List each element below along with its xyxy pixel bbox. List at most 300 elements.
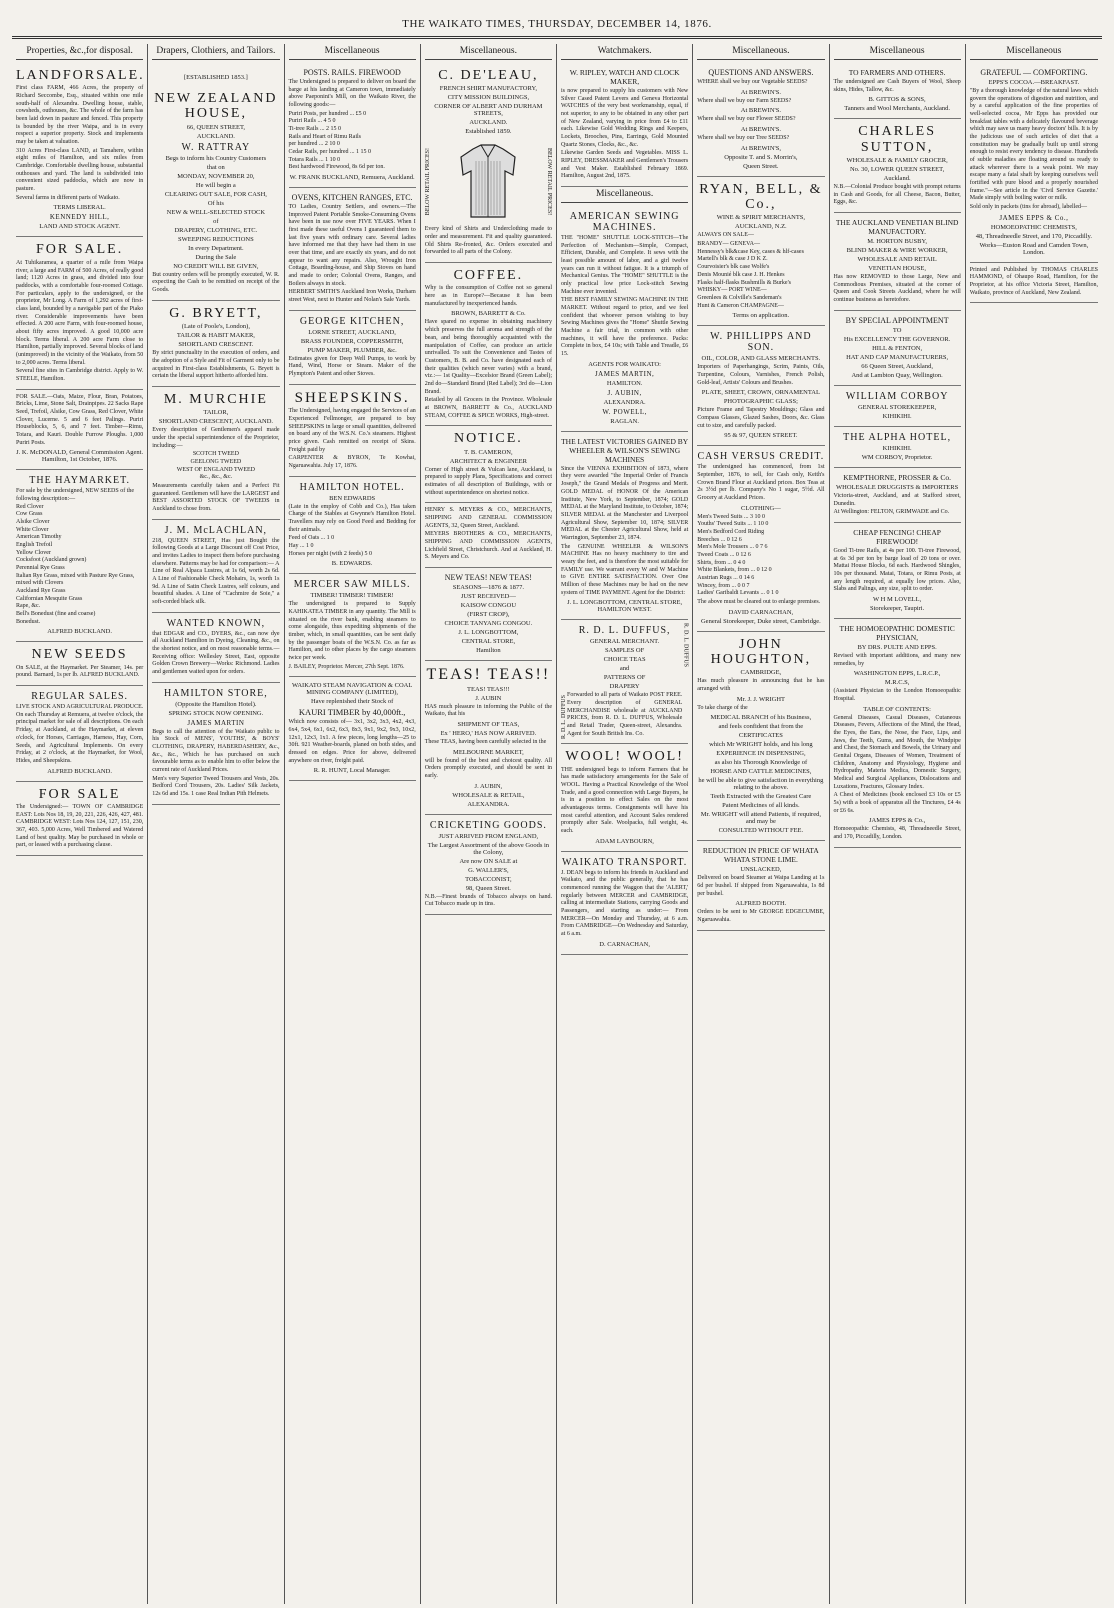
ad-text: Retailed by all Grocers in the Province. Wholesale at BROWN, BARRETT & Co., AUCKLAND STEAM, COFFEE & SPICE WORKS, High-street. [424, 397, 552, 419]
ad-text: will be found of the best and choicest quality. All Orders promptly executed, and should be sent in early. [424, 757, 552, 779]
ad-line: He will begin a [195, 181, 236, 189]
ad-text: LIVE STOCK AND AGRICULTURAL PRODUCE. On each Thursday at Remuera, at twelve o'clock, the principal market for sale of all descriptions. On each Friday, at Auckland, at the Haymarket, at eleven o'clock, for Horses, Carriages, Harness, Hay, Corn, Seeds, and Agricultural Implements. On every Friday, at 2 o'clock, at the Haymarket, for Wool, Hides, and Sheepskins. [16, 704, 144, 764]
ad-trade: WHOLESALE & FAMILY GROCER, [846, 157, 948, 165]
ad-price-list: Feed of Oats ... 1 0 Hay ... 1 0 Horses per night (with 2 feeds) 5 0 [288, 535, 372, 557]
ad-new-teas [425, 568, 552, 661]
ad-subtitle: (Opposite the Hamilton Hotel). [175, 700, 257, 708]
ad-established: [ESTABLISHED 1853.] [183, 74, 248, 81]
ad-bryett [152, 301, 279, 387]
ad-name: KENNEDY HILL, [49, 213, 110, 222]
ad-cash-versus-credit [697, 446, 824, 631]
ad-text: Several fine sites in Cambridge district. Apply to W. STEELE, Hamilton. [16, 368, 144, 382]
ad-text: To take charge of the [697, 704, 748, 711]
ad-line: Are now ON SALE at [459, 857, 518, 865]
column-miscellaneous-5 [966, 44, 1102, 1604]
ad-subtitle: SEASONS—1876 & 1877. [452, 584, 525, 591]
ad-signature: JAMES EPPS & Co., [869, 817, 926, 825]
ad-for-sale-cambridge [16, 782, 143, 856]
ad-line: he will be able to give satisfaction in everything relating to the above. [698, 777, 824, 792]
ad-title: FOR SALE [38, 786, 121, 802]
ad-line: SHIPMENT OF TEAS, [457, 720, 520, 728]
ad-trade: ARCHITECT & ENGINEER [449, 457, 527, 465]
ad-produce-for-sale [16, 390, 143, 471]
ad-trade: OIL, COLOR, AND GLASS MERCHANTS. [701, 355, 821, 363]
ad-line: which Mr WRIGHT holds, and his long [709, 741, 813, 749]
column-drapers [148, 44, 284, 1604]
ad-town: ALEXANDRA. [467, 800, 510, 808]
ad-text: Has much pleasure in announcing that he has arranged with [697, 678, 825, 693]
ad-trade: PUMP MAKER, PLUMBER, &c. [307, 346, 397, 354]
ad-text: General Diseases, Casual Diseases, Cutaneous Diseases, Fevers, Affections of the Mind, the Head, the Eyes, the Ears, the Nose, the Face, Lips, and Jaws, the Teeth, Gums, and Mouth, the Windpipe and Chest, the Stomach and Bowels, the Urinary and Genital Organs, Diseases of Women, Treatment of Children, Anatomy and Physiology, Hygiene and Hydropathy, Materia Medica, Domestic Surgery, Medical and Surgical Appliances, Dislocations and Luxations, Fractures, Glossary Index. [833, 714, 961, 790]
ad-cricketing-goods [425, 815, 552, 915]
ad-signature: ALFRED BUCKLAND. [47, 628, 112, 636]
ad-title: OVENS, KITCHEN RANGES, ETC. [291, 193, 413, 203]
ad-text: The GENUINE WHEELER & WILSON'S MACHINE Has no heavy machinery to tire and weary the feet, and is therefore the most suitable for FAMILY use. We warrant every W and W Machine to GIVE ENTIRE SATISFACTION. Over One Million of these Machines may be had on the new system of TIME PAYMENT. Agent for the District: [561, 543, 689, 596]
ad-kempthorne-prosser [834, 468, 961, 523]
ad-title: HAMILTON STORE, [164, 687, 268, 699]
ad-text: Have spared no expense in obtaining machinery which preserves the full aroma and strength of the bean, and being thoroughly acquainted with the manipulation of Coffee, can produce an article unrivalled. To suit the Convenience and Tastes of Customers, B. B. and Co. have designated each of their qualities (which never varies) with a brand, viz.:— 1st Quality—Excelsior Brand (Green Label); 2nd do—Standard Brand (Red Label); 3rd do—Lion Brand. [424, 319, 552, 395]
ad-line: SWEEPING REDUCTIONS [178, 235, 254, 243]
column-miscellaneous-3 [693, 44, 829, 1604]
ad-line: NO CREDIT WILL BE GIVEN, [173, 262, 259, 270]
ad-line: In every Department. [188, 244, 244, 252]
ad-to-farmers [834, 63, 961, 119]
ad-question: Where shall we buy our Flower SEEDS? [697, 116, 796, 123]
ad-title: BY SPECIAL APPOINTMENT [845, 315, 949, 325]
ad-address: 48, Threadneedle Street, and 170, Piccadilly. [975, 232, 1092, 240]
ad-text: Which now consists of— 3x1, 3x2, 3x3, 4x2, 4x3, 6x4, 5x4, 6x1, 6x2, 6x3, 8x3, 9x1, 9x2, 9x3, 10x2, 12x1, 12x3, 1x1. A few pieces, long lengths—25 to 30ft. 921 Weather-boards, planed on both sides, and dressed on edges. Price for above, delivered anywhere on river, freight paid. [288, 719, 416, 764]
ad-text: Picture Frame and Tapestry Mouldings; Glass and Compass Glasses, Glazed Sashes, Doors, &c. Glass cut to size, and carefully packed. [697, 407, 825, 429]
ad-signature: HOMOEOPATHIC CHEMISTS, [990, 223, 1077, 231]
shirt-illustration [443, 141, 533, 221]
ad-name: Mr. J. J. WRIGHT [736, 695, 786, 703]
ad-text: Revised with important additions, and many new remedies, by [833, 652, 961, 667]
ad-ryan-bell [697, 177, 824, 327]
ad-text: Since the VIENNA EXHIBITION of 1873, where they were awarded "the Imperial Order of Francis Joseph," the Grand Medals of Progress and Merit. GOLD MEDAL of HONOR Of the American Institute, New York, to September, 1874; GOLD MEDAL at the Maryland Institute, to October, 1874; SILVER MEDAL at the Manchester and Liverpool Agricultural Show, September 10, 1874; SILVER MEDAL at the Chester Agricultural Show, held at Warrington, September 23, 1874. [561, 465, 689, 541]
ad-title: GEORGE KITCHEN, [299, 315, 405, 327]
ad-text: 218, QUEEN STREET, Has just Bought the following Goods at a Large Discount off Cost Price, and invites Ladies to inspect them before purchasing elsewhere. Patterns may be had for comparison:— A Line of Real Alpaca Lustres, at 1s 6d, worth 2s 6d. A Line of Fashionable Check Mohairs, 1s, worth 1s 9d. A Line of Satin Check Lustres, self colours, and beautiful shades. A Line of "Cachmire de Soie," a soft-corded black silk. [152, 537, 280, 606]
ad-text: TO Ladies, Country Settlers, and owners.—The Improved Patent Portable Smoke-Consuming Ovens have been in use now over FIVE YEARS. When I first made these useful Ovens I guaranteed them to last five years with ordinary care. Several ladies have informed me that they have had them in use over that time, and are exactly six years, and do not appear to want any repairs. Also, Wrought Iron Cottage, Boarding-house, and Ship Stoves on hand and made to order; Colonial Ovens, Ranges, and Boilers always in stock. [288, 204, 416, 287]
ad-text: The undersigned is prepared to Supply KAHIKATEA TIMBER in any quantity. The Mill is situated on the river bank, enabling steamers to come alongside, thus expediting shipments of the timber, which, in small quantities, can be sent daily by the passenger boats of the W.S.N. Co. as far as Hamilton, and to other places by the cargo steamers twice per week. [288, 601, 416, 662]
ad-mercer-saw-mills [289, 574, 416, 677]
ad-address: 66, QUEEN STREET, [186, 123, 246, 131]
ad-title: TEAS! TEAS!! [426, 666, 551, 683]
ad-subtitle: EPPS'S COCOA.—BREAKFAST. [988, 79, 1080, 86]
ad-line: Patent Medicines of all kinds. [722, 802, 800, 810]
ad-answer: At BREWIN'S. [740, 126, 781, 134]
ad-title: THE AUCKLAND VENETIAN BLIND MANUFACTORY. [835, 218, 959, 237]
ad-line: CLOTHING— [741, 504, 781, 512]
ad-agent-town: RAGLAN. [610, 417, 639, 425]
ad-title: J. M. McLACHLAN, [164, 524, 268, 536]
ad-text: THE "HOME" SHUTTLE LOCK-STITCH—The Perfection of Mechanism—Simple, Compact, Efficient, Durable, and Complete. It sews with the least possible amount of labor, and a girl twelve years can run it without fatigue. It is a triumph of Mechanical Genius. The "HOME" SHUTTLE is the only practical low price Lock-stitch Sewing Machine ever invented. [561, 235, 689, 295]
ad-text: Importers of Paperhangings, Scrim, Paints, Oils, Turpentine, Colours, Varnishes, French Polish, Gold-leaf, Artists' Colours and Brushes. [697, 364, 825, 386]
ad-text: The Undersigned is prepared to deliver on board the barge at his landing at Cameron town, immediately above Paeponini's Mill, on the Waikato River, the following goods:— [288, 79, 416, 109]
ad-line: (FIRST CROP), [467, 611, 510, 618]
ad-title: WILLIAM CORBOY [845, 390, 949, 402]
ad-signature: J. BAILEY, Proprietor. Mercer, 27th Sept. 1876. [288, 663, 405, 670]
ad-text: The Undersigned, having engaged the Services of an Experienced Fellmonger, are prepared to buy SHEEPSKINS in large or small quantities, delivered on board any of the W.S.N. Co.'s steamers. Highest price given. Cash remitted on receipt of Skins. Freight paid by [288, 408, 416, 453]
ad-address: 66 Queen Street, Auckland, [861, 362, 933, 370]
ad-signature: B. EDWARDS. [331, 560, 373, 568]
ad-line: NEW & WELL-SELECTED STOCK [166, 208, 266, 216]
ad-text: Good Ti-tree Rails, at 4s per 100. Ti-tree Firewood, at 6s 3d per ton by barge load of 20 tons or over. Mattai House Blocks, 6d each. Hardwood Shingles, 10s per thousand. Matai, Totara, or Rimu Posts, at any length required, at equally low prices. Also, Slabs and Palings, any size, split to order. [833, 547, 961, 593]
ad-town: KIHIKIHI. [882, 412, 912, 420]
column-miscellaneous-2 [421, 44, 557, 1604]
ad-subtitle: GENERAL MERCHANT. [589, 638, 660, 646]
ad-text: First class FARM, 466 Acres, the property of Richard Seccombe, Esq., situated within one mile south-half of Alexandra. Dwelling house, stable, cowsheds, outhouses, &c. The whole of the farm has been laid down in pasture and fenced. This property is bounded by the river Waipa, and is in every respect a superior property. Stock and implements may be taken at valuation. [16, 85, 144, 146]
ad-epps-cocoa [970, 63, 1098, 263]
ad-title: THE HAYMARKET. [29, 475, 130, 487]
ad-city: AUCKLAND. [196, 132, 235, 140]
ad-text: On SALE, at the Haymarket. Per Steamer, 14s. per pound. Barnard, 1s per lb. ALFRED BUCKLAND. [16, 664, 144, 679]
columns [12, 44, 1102, 1604]
masthead-rule-2 [12, 38, 1102, 39]
ad-subtitle: TO [892, 326, 902, 334]
ad-line: KAISOW CONGOU [460, 602, 517, 609]
ad-text: At Tuhikaramea, a quarter of a mile from Waipa river, a large and FARM of 500 Acres, of really good land; 1120 Acres in grass, and divided into four paddocks, with a comfortable four-roomed Cottage. For particulars, apply to the undersigned, or the proprietor, Mr Long. A Farm of 1,292 acres of first-class land, bounded by a navigable part of the Piako river. Considerable improvements have been effected. A 200 acre Farm, with four-roomed house, about fifty acres improved. A good 10,000 acre block. Terms liberal. A 200 acre Farm close to Hamilton, partially improved. Several blocks of land (unimproved) in the vicinity of the Waikato, from 50 to 2,000 acres. Terms liberal. [16, 259, 144, 366]
ad-text: THE undersigned begs to inform Farmers that he has made satisfactory arrangements for the Sale of WOOL. Having a Practical Knowledge of the Wool Trade, and a good connection with Large Buyers, he is in a position to effect Sales on the most advantageous terms. Consignments will have his most careful attention, and Account Sales rendered promptly after Sale. Woolpacks, full weight, 4s. each. [561, 766, 689, 835]
ad-title: WANTED KNOWN, [166, 617, 266, 629]
ad-signature: HERBERT SMITH'S Auckland Iron Works, Durham street West, next to Hunter and Nolan's Sale Yards. [288, 289, 416, 304]
ad-title: WAIKATO STEAM NAVIGATION & COAL MINING COMPANY (LIMITED), [291, 682, 413, 697]
ad-title: MERCER SAW MILLS. [293, 579, 411, 591]
ad-title: NEW SEEDS [31, 647, 128, 663]
ad-line: PHOTOGRAPHIC GLASS; [723, 398, 798, 406]
ad-signature: J. L. LONGBOTTOM, CENTRAL STORE, HAMILTON WEST. [567, 599, 683, 614]
ad-waikato-transport [561, 852, 688, 955]
column-heading: Miscellaneous [834, 44, 961, 60]
ad-title: TO FARMERS AND OTHERS. [848, 68, 946, 77]
ad-hamilton-hotel [289, 477, 416, 575]
ad-text: N.B.—Finest brands of Tobacco always on hand. Cut Tobacco made up in tins. [424, 893, 552, 908]
ad-text: (Late in the employ of Cobb and Co.), Has taken Charge of the Stables at Gwynne's Hamilton Hotel. Travellers may rely on Good Feed and Bedding for their animals. [288, 503, 416, 533]
ad-phillipps [697, 326, 824, 446]
ad-signature: D. CARNACHAN, [599, 940, 650, 948]
ad-text: Terms on application. [732, 312, 790, 320]
ad-text: Estimates given for Deep Well Pumps, to work by Hand, Wind, Horse or Steam. Maker of the Plympton's Patent and other Stoves. [288, 355, 416, 378]
ad-town: KIHIKIHI. [882, 444, 912, 452]
ad-price-list: Puriri Posts, per hundred ... £5 0 Puriri Rails ... 4 5 0 Ti-tree Rails ... 2 15 0 Rails and Heart of Rimu Rails per hundred ... 2 10 0 Cedar Rails, per hundred ... 1 15 0 Totara Rails ... 1 10 0 Best hardwood Firewood, 8s 6d per ton. [288, 110, 385, 171]
ad-william-corboy [834, 386, 961, 427]
ad-mclachlan [152, 520, 279, 613]
ad-text: Forwarded to all parts of Waikato POST FREE. Every description of GENERAL MERCHANDISE wholesale at AUCKLAND PRICES, from R. D. L. DUFFUS, Wholesale and Retail Trader, Queen-street, Alexandra. Agent for South British Ins. Co. [567, 692, 683, 737]
ad-trade: WINE & SPIRIT MERCHANTS, [716, 214, 806, 222]
ad-line: DRAPERY, CLOTHING, ETC. [174, 226, 258, 234]
ad-line: During the Sale [195, 253, 237, 261]
ad-signature: ADAM LAYBOURN, [595, 837, 654, 845]
ad-land-for-sale [16, 63, 143, 237]
ad-deleau [425, 63, 552, 263]
ad-line: PATTERNS OF [603, 674, 646, 682]
ad-subtitle: LAND AND STOCK AGENT. [39, 223, 120, 231]
ad-text: Likewise Garden Seeds and Vegetables. MISS L. RIPLEY, DRESSMAKER and Gentlemen's Trousers and Vest Maker. Established February 1869. Hamilton, August 2nd, 1875. [561, 150, 689, 180]
column-heading: Watchmakers. [561, 44, 688, 60]
ad-title: WAIKATO TRANSPORT. [562, 856, 688, 868]
ad-trade: GENERAL STOREKEEPER, [857, 403, 937, 411]
ad-price-list: Men's Tweed Suits ... 3 10 0 Youths' Tweed Suits ... 1 10 0 Men's Bedford Cord Riding Breeches ... 0 12 6 Men's Mole Trousers ... 0 7 6 Tweed Coats ... 0 12 6 Shirts, from ... 0 4 0 White Blankets, from ... 0 12 0 Austrian Rugs ... 0 14 6 Wincey, from ... 0 0 7 Ladies' Garibaldi Levants ... 0 1 0 [697, 513, 779, 597]
ad-name: BEN EDWARDS [329, 494, 376, 502]
ad-line: of [213, 217, 219, 225]
ad-title: CHARLES SUTTON, [858, 124, 937, 155]
ad-line: EXPERIENCE IN DISPENSING, [716, 750, 806, 758]
ad-title: SHEEPSKINS. [294, 389, 410, 406]
ad-line: PLATE, SHEET, CROWN, ORNAMENTAL [701, 389, 820, 397]
ad-text: The undersigned are Cash Buyers of Wool, Sheep skins, Hides, Tallow, &c. [833, 79, 961, 93]
ad-text: The above must be cleared out to enlarge premises. [697, 598, 821, 605]
ad-question: WHERE shall we buy our Vegetable SEEDS? [697, 79, 808, 85]
ad-subtitle: TEAS! TEAS!!! [467, 685, 510, 693]
ad-signature: Storekeeper, Taupiri. [870, 604, 925, 612]
ad-headline: SPRING STOCK NOW OPENING. [168, 709, 264, 717]
ad-name: J. AUBIN [475, 694, 502, 702]
ad-signature: B. GITTOS & SONS, [868, 96, 926, 104]
ad-question: Where shall we buy our Farm SEEDS? [697, 97, 792, 104]
ad-trade: TAILOR, [203, 409, 229, 417]
masthead-rule [12, 36, 1102, 37]
ad-text: At Wellington: FELTON, GRIMWADE and Co. [833, 509, 950, 516]
ad-text: J. DEAN begs to inform his friends in Auckland and Waikato, and the public generally, that he has commenced running the Waggon that the 'ALERT,' regularly between MERCER and CAMBRIDGE, calling at intermediate Stations, carrying Goods and Passengers, and starting as under:— From MERCER—On Monday and Thursday, at 6 a.m. From CAMBRIDGE—On Wednesday and Saturday, at 6 a.m. [561, 869, 689, 938]
ad-agent-name: W. POWELL, [602, 407, 647, 416]
ad-signature: JAMES EPPS & Co., [999, 213, 1069, 222]
ad-text: Orders to be sent to Mr GEORGE EDGECUMBE, Ngaruawahia. [697, 909, 825, 924]
ad-hamilton-store [152, 683, 279, 805]
ad-title: NEW ZEALAND HOUSE, [154, 91, 278, 122]
ad-answer: At BREWIN'S. [740, 107, 781, 115]
ad-answer: At BREWIN'S, [740, 144, 781, 152]
ad-wool [561, 744, 688, 851]
ad-line: HORSE AND CATTLE MEDICINES, [710, 768, 812, 776]
ad-alpha-hotel [834, 427, 961, 468]
ad-store: CENTRAL STORE, [461, 638, 516, 645]
ad-george-kitchen [289, 311, 416, 385]
ad-text: HENRY S. MEYERS & CO., MERCHANTS, SHIPPING AND GENERAL COMMISSION AGENTS, 32, Queen Street, Auckland. [424, 507, 552, 529]
ad-side-text: BELOW RETAIL PRICES! [424, 147, 431, 215]
ad-ovens [289, 188, 416, 311]
ad-questions-answers [697, 63, 824, 177]
ad-wheeler-wilson [561, 432, 688, 620]
ad-for-sale [16, 237, 143, 389]
ad-name: BROWN, BARRETT & Co. [451, 310, 526, 318]
ad-agent-town: ALEXANDRA. [603, 398, 646, 406]
ad-text: Several farms in different parts of Waikato. [16, 194, 120, 201]
ad-title: M. MURCHIE [163, 391, 268, 407]
ad-line: SAMPLES OF [605, 647, 645, 655]
ad-subtitle: (Late of Poole's, London), [181, 323, 250, 331]
ad-text: Corner of High street & Vulcan lane, Auckland, is prepared to supply Plans, Specifications and correct estimates of all description of Buildings, with or without superintendence on shortest notice. [424, 466, 552, 496]
ad-text: Men's very Superior Tweed Trousers and Vests, 20s. Bedford Cord Trousers, 20s. Ladies' Silk Jackets, 12s 6d and 15s. 1 case Real Indian Pith Helmets. [152, 775, 280, 798]
ad-text: "By a thorough knowledge of the natural laws which govern the operations of digestion and nutrition, and by a careful application of the fine properties of well-selected cocoa, Mr Epps has provided our breakfast tables with a delicately flavoured beverage which may save us many heavy doctors' bills. It is by the judicious use of such articles of diet that a constitution may be gradually built up until strong enough to resist every tendency to disease. Hundreds of subtle maladies are floating around us ready to attack wherever there is a weak point. We may escape many a fatal shaft by keeping ourselves well fortified with pure blood and a properly nourished frame."—See article in the 'Civil Service Gazette.' Made simply with boiling water or milk. [969, 88, 1098, 202]
ad-text: THE BEST FAMILY SEWING MACHINE IN THE MARKET. Without regard to price, and we feel confident that whoever person wishing to buy Sewing Machines gives the "Home" Shuttle Sewing Machine a fair trial, in common with other machines, it will have the preference. Packs: Complete in box, £4 10s; with Table and Treadle, £6 15. [561, 297, 689, 358]
section-heading: Miscellaneous. [561, 187, 688, 203]
ad-title: JOHN HOUGHTON, [710, 636, 812, 668]
ad-line: MONDAY, NOVEMBER 20, [177, 172, 255, 180]
column-heading: Miscellaneous. [425, 44, 552, 60]
column-miscellaneous-4 [830, 44, 966, 1604]
ad-signature: CARPENTER & BYRON, Te Kowhai, Ngaruawahia. July 17, 1876. [288, 455, 416, 470]
ad-address: SHORTLAND CRESCENT. [178, 341, 254, 349]
ad-address: SHORTLAND CRESCENT, AUCKLAND. [158, 418, 274, 426]
ad-signature: J. K. McDONALD, General Commission Agent. Hamilton, 1st October, 1876. [16, 449, 144, 464]
column-heading: Miscellaneous. [697, 44, 824, 60]
ad-agent-town: HAMILTON. [606, 379, 643, 387]
ad-text: Every description of Gentlemen's apparel made under the special superintendence of the Proprietor, including:— [152, 427, 280, 449]
ad-text: is now prepared to supply his customers with New Silver Cased Patent Levers and Geneva Horizontal WATCHES of the very best workmanship, equal, if not superior, to any to be obtained in any other part of New Zealand, varying in price from £4 to £11 each. Likewise Gold Wedding Rings and Keepers, Lockets, Brooches, Pins, Earrings, Gold Mounted Quartz Stones, Clocks, &c., &c. [561, 88, 689, 148]
ad-text: N.B.—Colonial Produce bought with prompt returns in Cash and Goods, for all Cheese, Bacon, Butter, Eggs, &c. [833, 184, 961, 206]
ad-name: WM CORBOY, Proprietor. [861, 453, 933, 461]
ad-title: QUESTIONS AND ANSWERS. [708, 68, 814, 77]
ad-title: FOR SALE. [36, 242, 124, 258]
ad-name: G. WALLER'S, [468, 866, 509, 874]
ad-line: Ex ' HERO,' HAS NOW ARRIVED. [440, 729, 537, 737]
ad-title: THE LATEST VICTORIES GAINED BY WHEELER & WILSON'S SEWING MACHINES [561, 436, 689, 464]
ad-line: MELBOURNE MARKET, [453, 748, 524, 756]
ad-title: GRATEFUL — COMFORTING. [980, 68, 1088, 77]
ad-title: W. RIPLEY, WATCH AND CLOCK MAKER, [569, 68, 680, 86]
ad-name: M. HORTON BUSBY, [867, 238, 927, 246]
ad-list: SCOTCH TWEED GEELONG TWEED WEST OF ENGLAND TWEED &c., &c., &c. [176, 451, 256, 481]
ad-title: THE HOMOEOPATHIC DOMESTIC PHYSICIAN, [839, 623, 955, 642]
ad-agent-name: JAMES MARTIN, [594, 369, 655, 378]
ad-trade: WHOLESALE DRUGGISTS & IMPORTERS [836, 483, 959, 491]
ad-special-appointment [834, 311, 961, 386]
ad-line: DRAPERY [609, 683, 640, 691]
ad-line: His EXCELLENCY THE GOVERNOR. [843, 335, 951, 343]
ad-title: WOOL! WOOL! [565, 749, 684, 765]
ad-name: HILL & FENTON, [872, 344, 923, 352]
ad-line: CONSULTED WITHOUT FEE. [718, 827, 804, 835]
ad-title: HAMILTON HOTEL. [299, 481, 405, 493]
ad-text: Every kind of Shirts and Underclothing made to order and measurement. Fit and quality guaranteed. Old Shirts Re-fronted, &c. Orders executed and forwarded to all parts of the Colony. [424, 226, 552, 256]
ad-title: CHEAP FENCING! CHEAP FIREWOOD! [853, 527, 941, 546]
ad-line: Mr. WRIGHT will attend Patients, if required, and may be [700, 811, 821, 826]
ad-address: And at Lambton Quay, Wellington. [851, 371, 943, 379]
ad-title: NEW TEAS! NEW TEAS! [444, 573, 532, 582]
ad-text: FOR SALE.—Oats, Maize, Flour, Bran, Potatoes, Bricks, Lime, Stone Salt, Drainpipes. 22 Sacks Rape Seed, Trefoil, Alsike, Cow Grass, Red Clover, White Clover, Lucerne. 5 and 6 feet Palings. Puriri Houseblocks, 5, 6, and 7 feet. Timber—Rimu, Totara, and Kauri. Double Furrow Ploughs. 1,000 Puriri Posts. [16, 393, 144, 446]
ad-signature: J. AUBIN, [474, 782, 503, 790]
ad-line: and [619, 665, 630, 673]
ad-text: Has now REMOVED to those Large, New and Commodious Premises, situated at the corner of Queen and Cook Streets Auckland, where he will continue business as heretofore. [833, 274, 961, 304]
ad-trade: HAT AND CAP MANUFACTURERS, [846, 353, 949, 361]
ad-coffee [425, 263, 552, 426]
ad-answer: At BREWIN'S. [740, 88, 781, 96]
ad-title: THE ALPHA HOTEL, [843, 431, 952, 443]
ad-title: POSTS. RAILS. FIREWOOD [303, 68, 401, 77]
ad-posts-rails [289, 63, 416, 188]
ad-title: REGULAR SALES. [31, 691, 129, 703]
ad-line: Of his [207, 199, 224, 207]
ad-town: Hamilton [476, 647, 501, 654]
ad-text: 310 Acres First-class LAND, at Tamahere, within eight miles of Hamilton, and six miles from Cambridge. Comfortable dwelling house, substantial outhouses and yard. The land is subdivided into convenient sized paddocks, which are now in pasture. [16, 147, 144, 193]
ad-city: AUCKLAND, N.Z. [735, 223, 787, 231]
masthead: THE WAIKATO TIMES, THURSDAY, DECEMBER 14, 1876. [402, 18, 712, 30]
ad-title: CASH VERSUS CREDIT. [697, 451, 825, 463]
ad-text: The Undersigned:— TOWN OF CAMBRIDGE EAST: Lots Nos 18, 19, 20, 221, 226, 426, 427, 481. CAMBRIDGE WEST: Lots Nos 124, 127, 151, 230, 367, 403. 5,000 Acres, Well Timbered and Watered Land of best quality. May be purchased in whole or part, or leased with a purchasing clause. [16, 803, 144, 849]
ad-charles-sutton [834, 119, 961, 213]
ad-text: Sold only in packets (tins for abroad), labelled— [969, 204, 1088, 211]
ad-line: JUST RECEIVED— [460, 593, 516, 600]
ad-houghton [697, 632, 824, 842]
ad-waikato-steam-navigation [289, 677, 416, 781]
ad-title: C. DE'LEAU, [438, 68, 539, 83]
ad-name: WASHINGTON EPPS, L.R.C.P., [853, 670, 941, 678]
ad-question: Where shall we buy our Tree SEEDS? [697, 135, 790, 142]
ad-title: W. PHILLIPPS AND SON. [710, 331, 812, 354]
ad-sheepskins [289, 385, 416, 477]
ad-text: These TEAS, having been carefully selected in the [424, 738, 547, 745]
ad-name: W. RATTRAY [181, 141, 251, 153]
ad-text: (Assistant Physician to the London Homoeopathic Hospital. [833, 688, 961, 702]
ad-house: VENETIAN HOUSE, [868, 265, 927, 273]
ad-meyers [425, 503, 552, 568]
ad-title: G. BRYETT, [169, 305, 263, 321]
ad-signature: General Storekeeper, Duke street, Cambridge. [700, 617, 821, 625]
ad-title: CRICKETING GOODS. [429, 819, 547, 831]
ad-subtitle: UNSLACKED, [740, 866, 782, 874]
ad-street: Queen Street. [743, 162, 779, 170]
ad-homoeopathic-physician [834, 619, 961, 848]
column-heading: Miscellaneous [289, 44, 416, 60]
ad-subtitle: FRENCH SHIRT MANUFACTORY, [439, 85, 537, 93]
ad-trade: BLIND MAKER & WIRE WORKER, [846, 247, 948, 255]
ad-title: NOTICE. [453, 431, 523, 447]
ad-terms: TERMS LIBERAL. [53, 204, 106, 212]
ad-duffus [561, 620, 688, 744]
ad-toc-heading: TABLE OF CONTENTS: [863, 705, 931, 713]
column-heading: Drapers, Clothiers, and Tailors. [152, 44, 279, 60]
ad-murchie [152, 387, 279, 520]
ad-list: BRANDY— GENEVA— Hennessy's blk&case Key, cases & hlf-cases Martell's blk & case J D K Z. Courvoisier's blk case Wolfe's Denis Mounié blk case J. H. Henkes Flasks half-flasks Bushmills & Burke's WHISKY— PORT WINE— Greenlees & Colville's Sandeman's Hunt & Cameron CHAMPAGNE— [697, 241, 804, 309]
ad-text: But country orders will be promptly executed, W. R. expecting the Cash to be remitted on receipt of the Goods. [152, 271, 280, 294]
ad-address: No. 30, LOWER QUEEN STREET, [849, 166, 945, 174]
ad-title: R. D. L. DUFFUS, [578, 625, 671, 637]
ad-city: AUCKLAND. [469, 119, 508, 127]
ad-address: 98, Queen Street. [465, 884, 511, 892]
ad-side-text: R. D. L. DUFFUS [561, 695, 567, 740]
ad-ripley [561, 63, 688, 187]
ad-trade: TAILOR & HABIT MAKER, [176, 332, 255, 340]
ad-name: JAMES MARTIN [187, 718, 245, 727]
ad-signature: ALFRED BUCKLAND. [47, 767, 112, 775]
ad-text: By strict punctuality in the execution of orders, and the adoption of a Style and Fit of Garment only to be acquired in First-class Establishments, G. Bryett is certain the liberal support hitherto afforded him. [152, 350, 280, 380]
ad-title: RYAN, BELL, & Co., [699, 181, 823, 213]
ad-text: Why is the consumption of Coffee not so general here as in Europe?—Because it has been manufactured by inexperienced hands. [424, 285, 552, 307]
ad-signature: W. FRANK BUCKLAND, Remuera, Auckland. [289, 174, 415, 182]
ad-line: CERTIFICATES [738, 732, 783, 740]
ad-signature: Tanners and Wool Merchants, Auckland. [844, 105, 950, 113]
ad-city: Auckland. [883, 175, 911, 183]
ad-degree: M.R.C.S, [884, 679, 910, 687]
column-watchmakers [557, 44, 693, 1604]
ad-haymarket [16, 470, 143, 642]
ad-subtitle: CITY MISSION BUILDINGS, [447, 94, 530, 102]
ad-headline: KAURI TIMBER by 40,000ft., [298, 707, 406, 718]
ad-title: LANDFORSALE. [16, 68, 145, 83]
imprint-text: Printed and Published by THOMAS CHARLES HAMMOND, of Ohaupo Road, Hamilton, for the Proprietor, at his office Victoria Street, Hamilton, Waikato, province of Auckland, New Zealand. [969, 266, 1098, 296]
ad-name: T. B. CAMERON, [464, 448, 513, 456]
column-heading: Properties, &c.,for disposal. [16, 44, 143, 60]
ad-trade: BRASS FOUNDER, COPPERSMITH, [300, 337, 404, 345]
ad-signature: WHOLESALE & RETAIL, [452, 791, 525, 799]
ad-side-text: BELOW RETAIL PRICES! [546, 147, 552, 215]
ad-signature: R. R. HUNT, Local Manager. [313, 767, 391, 775]
ad-line: CHOICE TEAS [603, 656, 646, 664]
ad-line: as also his Thorough Knowledge of [714, 759, 808, 767]
ad-subtitle: TIMBER! TIMBER! TIMBER! [310, 592, 394, 600]
ad-signature: DAVID CARNACHAN, [728, 608, 794, 616]
ad-signature: ALFRED BOOTH. [735, 900, 787, 908]
ad-address: Works—Euston Road and Camden Town, London. [979, 241, 1089, 256]
